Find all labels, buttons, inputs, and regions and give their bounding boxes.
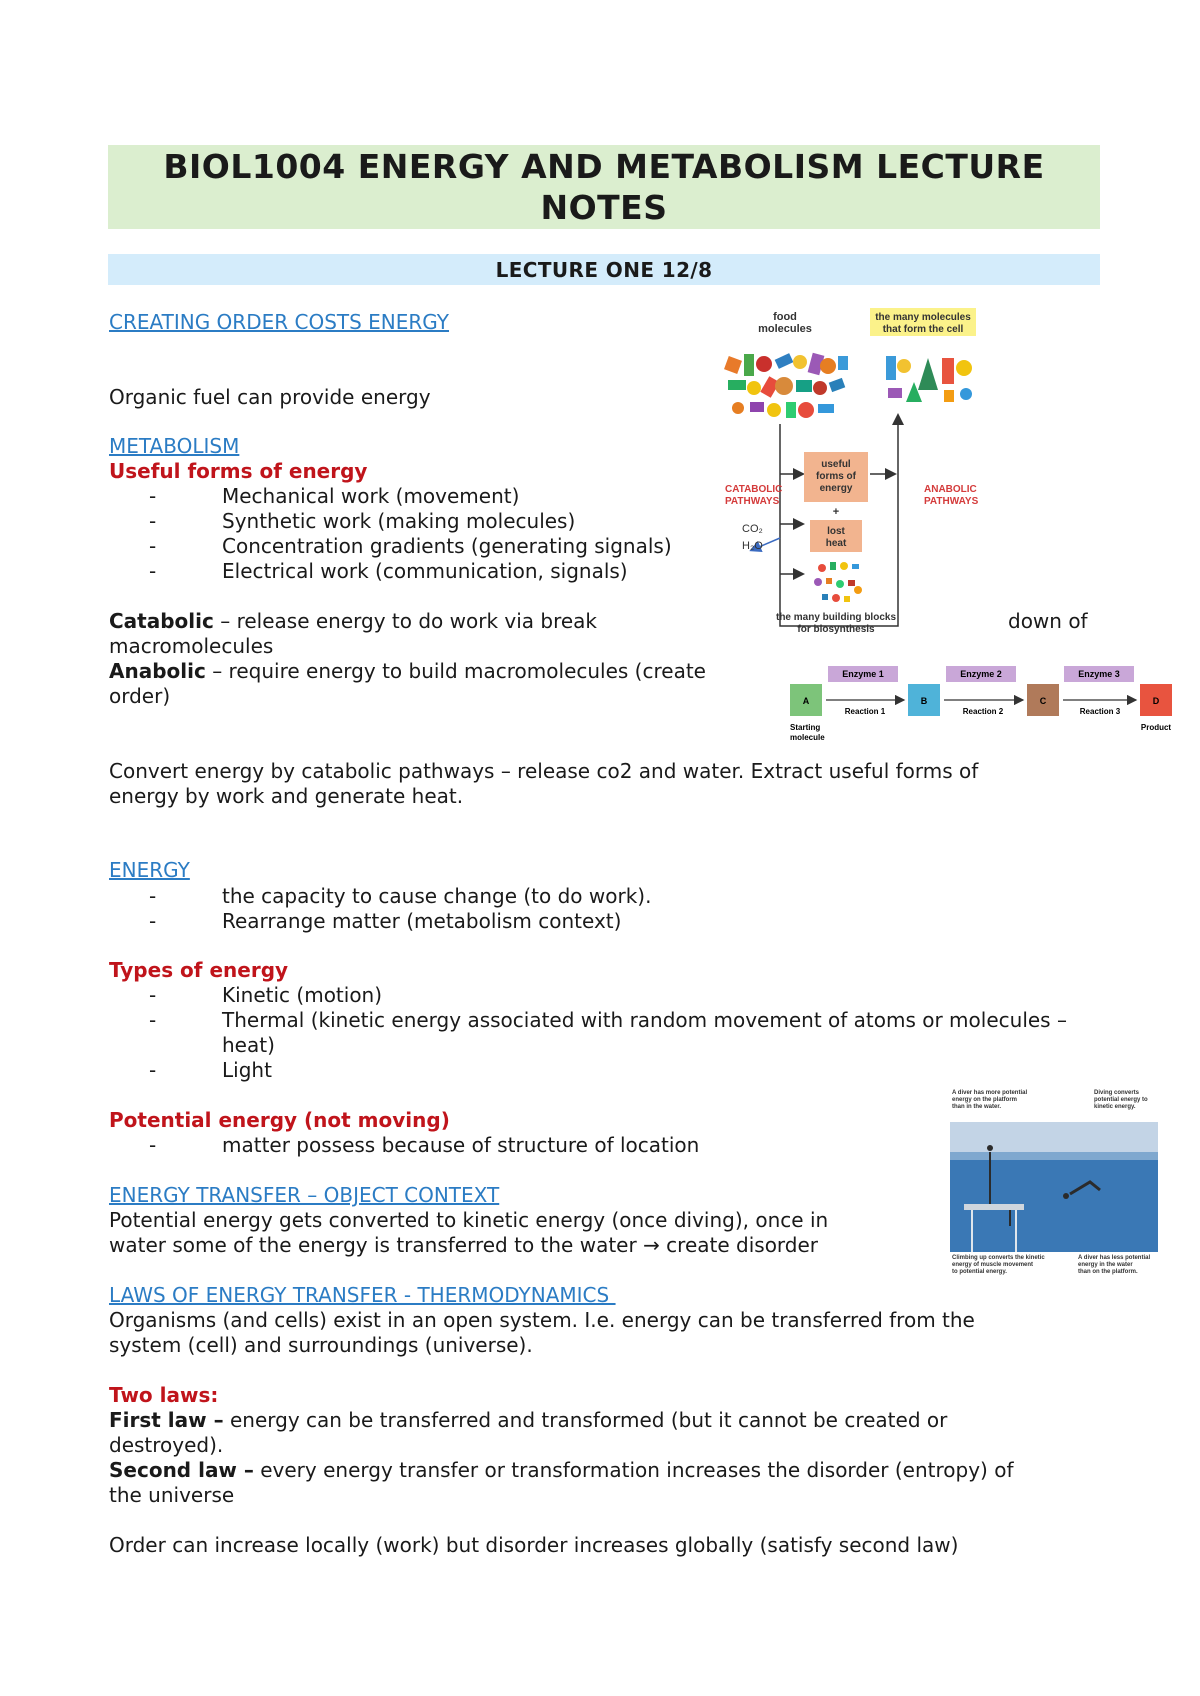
list-item-text: Mechanical work (movement) xyxy=(222,484,520,508)
many-molecules-label xyxy=(875,312,971,335)
node-b-label: B xyxy=(920,696,928,706)
heading-energy: ENERGY xyxy=(109,858,190,882)
lecture-banner xyxy=(108,254,1100,285)
cell-molecules-cluster xyxy=(886,356,972,402)
plus-sign: + xyxy=(832,506,840,518)
anabolic-text-2: order) xyxy=(109,684,171,708)
useful-line: useful xyxy=(821,459,851,470)
h2o-label: H₂O xyxy=(742,540,763,552)
building-blocks-label xyxy=(776,612,896,635)
transfer-line-1: Potential energy gets converted to kinetic energy (once diving), once in xyxy=(109,1208,829,1232)
anabolic-definition xyxy=(109,659,706,684)
first-law-text-2: destroyed). xyxy=(109,1433,224,1457)
catabolic-text-end: down of xyxy=(1008,609,1088,633)
caption-line: kinetic energy. xyxy=(1094,1104,1136,1110)
list-item-text: Synthetic work (making molecules) xyxy=(222,509,576,533)
list-item-text: Light xyxy=(222,1058,272,1082)
heading-metabolism: METABOLISM xyxy=(109,434,240,458)
water xyxy=(950,1152,1158,1252)
second-law xyxy=(109,1458,1014,1483)
subheading-types-of-energy: Types of energy xyxy=(109,958,289,982)
reaction-3-label: Reaction 3 xyxy=(1079,707,1121,716)
caption-line: A diver has less potential xyxy=(1078,1255,1151,1261)
catabolic-definition xyxy=(109,609,597,634)
laws-line-1: Organisms (and cells) exist in an open system. I.e. energy can be transferred from the xyxy=(109,1308,975,1332)
caption-bottom-left xyxy=(952,1255,1045,1275)
caption-line: to potential energy. xyxy=(952,1269,1007,1275)
starting-line: Starting xyxy=(790,723,821,732)
order-final-text: Order can increase locally (work) but disorder increases globally (satisfy second law) xyxy=(109,1533,959,1557)
lost-heat-line: lost xyxy=(827,526,845,537)
caption-line: energy on the platform xyxy=(952,1097,1018,1103)
list-item-text: matter possess because of structure of location xyxy=(222,1133,700,1157)
enzyme-3-label: Enzyme 3 xyxy=(1078,669,1120,679)
building-blocks-line: for biosynthesis xyxy=(797,624,875,635)
co2-label: CO₂ xyxy=(742,523,763,535)
catabolic-line: CATABOLIC xyxy=(725,484,783,495)
anabolic-term: Anabolic xyxy=(109,659,206,683)
anabolic-text: – require energy to build macromolecules (create xyxy=(205,659,706,683)
heading-creating-order: CREATING ORDER COSTS ENERGY xyxy=(109,310,450,334)
node-c-label: C xyxy=(1039,696,1047,706)
second-law-text: every energy transfer or transformation increases the disorder (entropy) of xyxy=(253,1458,1014,1482)
document-page: BIOL1004 ENERGY AND METABOLISM LECTURE NOTES LECTURE ONE 12/8 CREATING ORDER COSTS ENERGY Organic fuel can provide energy METABOLISM Useful forms of energy - Mechanical work (movement) - Synthetic work (making molecules) - Concentration gradients (generating signals) - Electrical work (communication, signals) Catabolic – release energy to do work via break down of macromolecules Anabolic – require energy to build macromolecules (create order) Convert energy by catabolic pathways – release co2 and water. Extract useful forms of energy by work and generate heat. ENERGY - the capacity to cause change (to do work). - Rearrange matter (metabolism context) Types of energy - Kinetic (motion) - Thermal (kinetic energy associated with random movement of atoms or molecules – heat) - Light Potential energy (not moving) - matter possess because of structure of location ENERGY TRANSFER – OBJECT CONTEXT Potential energy gets converted to kinetic energy (once diving), once in water some of the energy is transferred to the water → create disorder LAWS OF ENERGY TRANSFER - THERMODYNAMICS Organisms (and cells) exist in an open system. I.e. energy can be transferred from the system (cell) and surroundings (universe). Two laws: First law – energy can be transferred and transformed (but it cannot be created or destroyed). Second law – every energy transfer or transformation increases the disorder (entropy) of the universe Order can increase locally (work) but disorder increases globally (satisfy second law) food molecules the many molecules that form the cell useful forms of energy + lost heat CATABOLIC PATHWAYS ANABOLIC PATHWAYS CO₂ H₂O the many building blocks for biosynthesis A B C D Enzyme 1 Enzyme 2 Enzyme 3 Reaction 1 Reaction 2 Reaction 3 Starting molecule Product A diver has more potential energy on the platform than in the water. Diving converts potential energy to kinetic energy. Climbing up converts the kinetic energy of muscle movement to potential energy. A diver has less potential energy in the water than on the platform. xyxy=(0,0,1200,1696)
first-law xyxy=(109,1408,947,1433)
caption-line: than in the water. xyxy=(952,1104,1002,1110)
caption-line: than on the platform. xyxy=(1078,1269,1138,1275)
caption-line: A diver has more potential xyxy=(952,1090,1028,1096)
second-law-text-2: the universe xyxy=(109,1483,235,1507)
caption-top-right xyxy=(1094,1090,1148,1110)
first-law-text: energy can be transferred and transformed (but it cannot be created or xyxy=(223,1408,948,1432)
diver-figure xyxy=(950,1086,1160,1282)
caption-line: potential energy to xyxy=(1094,1097,1148,1103)
useful-energy-label xyxy=(816,459,857,494)
anabolic-pathways-label xyxy=(924,484,979,507)
food-molecules-line: food xyxy=(773,311,797,323)
platform xyxy=(964,1204,1024,1210)
list-item-text: Thermal (kinetic energy associated with random movement of atoms or molecules – xyxy=(222,1008,1067,1032)
title-banner xyxy=(108,145,1100,229)
subheading-two-laws: Two laws: xyxy=(109,1383,219,1407)
list-item-text: Rearrange matter (metabolism context) xyxy=(222,909,622,933)
catabolic-term: Catabolic xyxy=(109,609,214,633)
reaction-1-label: Reaction 1 xyxy=(844,707,886,716)
anabolic-line: PATHWAYS xyxy=(924,496,979,507)
lost-heat-label xyxy=(826,526,847,549)
enzyme-2-label: Enzyme 2 xyxy=(960,669,1002,679)
convert-line-1: Convert energy by catabolic pathways – release co2 and water. Extract useful forms of xyxy=(109,759,979,783)
organic-fuel-text: Organic fuel can provide energy xyxy=(109,385,431,409)
anabolic-flow-line xyxy=(878,416,898,626)
sky xyxy=(950,1122,1158,1152)
anabolic-line: ANABOLIC xyxy=(924,484,977,495)
enzyme-pathway-figure xyxy=(784,662,1180,748)
caption-line: energy of muscle movement xyxy=(952,1262,1034,1268)
horizon xyxy=(950,1152,1158,1160)
laws-line-2: system (cell) and surroundings (universe). xyxy=(109,1333,533,1357)
transfer-line-2: water some of the energy is transferred to the water → create disorder xyxy=(109,1233,819,1257)
enzyme-1-label: Enzyme 1 xyxy=(842,669,884,679)
catabolic-line: PATHWAYS xyxy=(725,496,780,507)
catabolic-text: – release energy to do work via break xyxy=(213,609,598,633)
convert-line-2: energy by work and generate heat. xyxy=(109,784,464,808)
caption-top-left xyxy=(952,1090,1027,1110)
first-law-term: First law – xyxy=(109,1408,224,1432)
lost-heat-line: heat xyxy=(825,538,847,549)
subheading-useful-forms: Useful forms of energy xyxy=(109,459,368,483)
list-item-text: Electrical work (communication, signals) xyxy=(222,559,628,583)
list-item-text: the capacity to cause change (to do work). xyxy=(222,884,652,908)
heading-energy-transfer: ENERGY TRANSFER – OBJECT CONTEXT xyxy=(109,1183,500,1207)
food-molecules-cluster xyxy=(724,353,848,418)
node-a-label: A xyxy=(802,696,810,706)
catabolic-pathways-label xyxy=(725,484,782,507)
lecture-heading: LECTURE ONE 12/8 xyxy=(495,257,713,282)
useful-line: forms of xyxy=(816,471,856,482)
caption-line: Diving converts xyxy=(1094,1090,1140,1096)
reaction-2-label: Reaction 2 xyxy=(962,707,1004,716)
list-item-text: Kinetic (motion) xyxy=(222,983,383,1007)
caption-line: energy in the water xyxy=(1078,1262,1133,1268)
heading-laws: LAWS OF ENERGY TRANSFER - THERMODYNAMICS xyxy=(109,1283,616,1307)
thermal-continued: heat) xyxy=(222,1033,275,1057)
second-law-term: Second law – xyxy=(109,1458,254,1482)
list-item-text: Concentration gradients (generating signals) xyxy=(222,534,672,558)
document-title: BIOL1004 ENERGY AND METABOLISM LECTURE NOTES xyxy=(163,147,1045,227)
node-d-label: D xyxy=(1152,696,1160,706)
building-blocks-line: the many building blocks xyxy=(775,612,897,623)
food-molecules-line: molecules xyxy=(758,323,812,335)
caption-line: Climbing up converts the kinetic xyxy=(952,1255,1045,1261)
catabolic-text-2: macromolecules xyxy=(109,634,274,658)
product-label: Product xyxy=(1140,723,1172,732)
starting-molecule-label xyxy=(790,723,825,742)
caption-bottom-right xyxy=(1078,1255,1150,1275)
metabolism-pathways-figure xyxy=(718,306,1018,646)
food-molecules-label xyxy=(758,311,812,335)
useful-line: energy xyxy=(819,483,853,494)
many-molecules-line: that form the cell xyxy=(882,324,964,335)
subheading-potential-energy: Potential energy (not moving) xyxy=(109,1108,450,1132)
many-molecules-line: the many molecules xyxy=(875,312,971,323)
building-blocks-cluster xyxy=(814,562,862,602)
starting-line: molecule xyxy=(790,733,825,742)
